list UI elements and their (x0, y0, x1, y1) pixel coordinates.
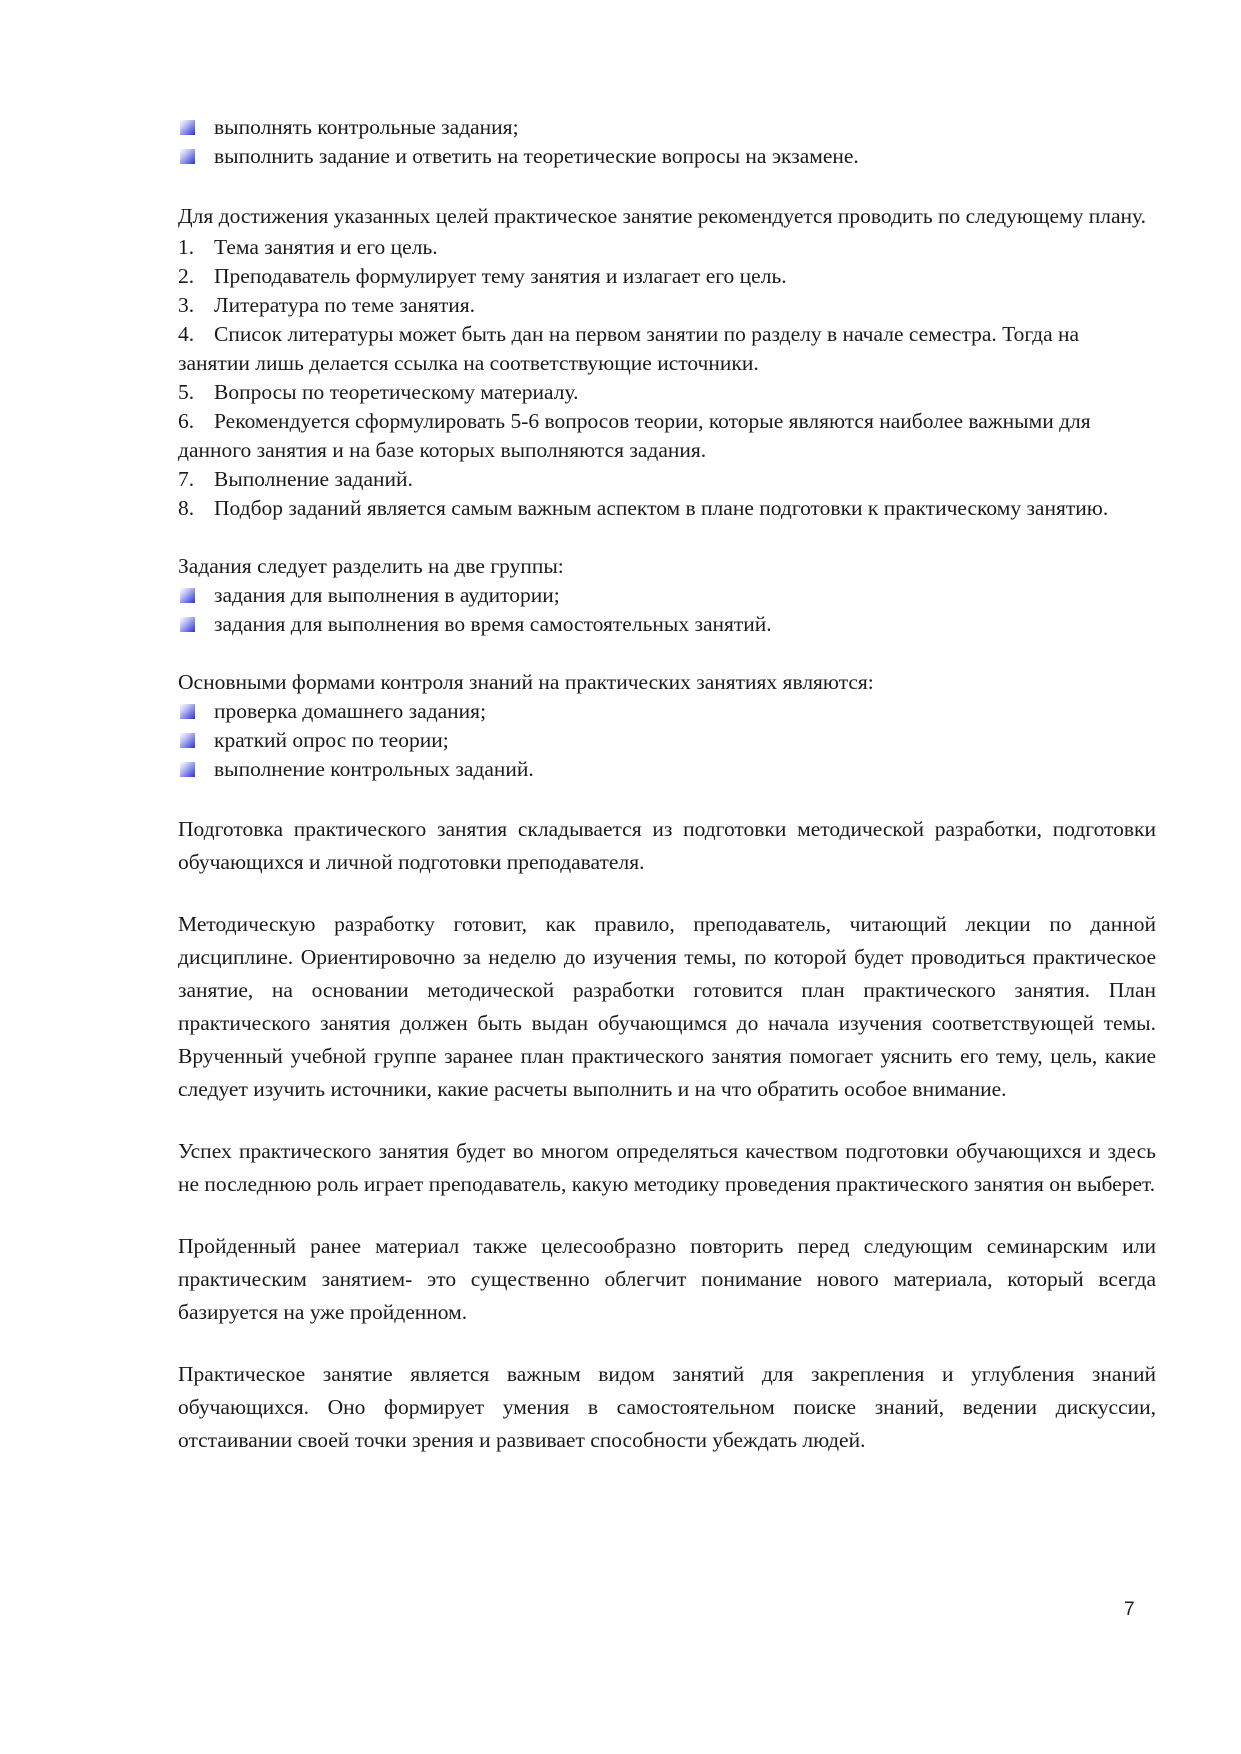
square-bullet-icon (180, 762, 195, 777)
plan-list (178, 233, 1156, 523)
list-item: задания для выполнения в аудитории; (178, 581, 1156, 610)
paragraph-success: Успех практического занятия будет во многом определяться качеством подготовки обучающихся и здесь не последнюю роль играет преподаватель, какую методику проведения практического занятия он выберет. (178, 1139, 1156, 1196)
plan-item: 3. Литература по теме занятия. (178, 293, 475, 317)
plan-item: 6. Рекомендуется сформулировать 5-6 вопросов теории, которые являются наиболее важными для данного занятия и на базе которых выполняются задания. (178, 409, 1091, 462)
paragraph-methodical: Методическую разработку готовит, как правило, преподаватель, читающий лекции по данной дисциплине. Ориентировочно за неделю до изучения темы, по которой будет проводиться практическое занятие, на основании методической разработки готовится план практического занятия. План практического занятия должен быть выдан обучающимся до начала изучения соответствующей темы. Врученный учебной группе заранее план практического занятия помогает уяснить его тему, цель, какие следует изучить источники, какие расчеты выполнить и на что обратить особое внимание. (178, 912, 1156, 1101)
page-number: 7 (1124, 1599, 1135, 1620)
control-intro: Основными формами контроля знаний на практических занятиях являются: (178, 670, 874, 694)
list-item: задания для выполнения во время самостоятельных занятий. (178, 610, 1156, 639)
list-item: выполнить задание и ответить на теоретические вопросы на экзамене. (178, 142, 1156, 171)
list-item: проверка домашнего задания; (178, 697, 1156, 726)
square-bullet-icon (180, 733, 195, 748)
plan-item: 2. Преподаватель формулирует тему занятия и излагает его цель. (178, 264, 787, 288)
square-bullet-icon (180, 120, 195, 135)
plan-item: 8. Подбор заданий является самым важным аспектом в плане подготовки к практическому занятию. (178, 496, 1109, 520)
document-page (178, 113, 1156, 1457)
plan-item: 1. Тема занятия и его цель. (178, 235, 438, 259)
square-bullet-icon (180, 588, 195, 603)
square-bullet-icon (180, 149, 195, 164)
plan-intro: Для достижения указанных целей практическое занятие рекомендуется проводить по следующему плану. (178, 204, 1146, 228)
plan-item: 5. Вопросы по теоретическому материалу. (178, 380, 579, 404)
groups-intro: Задания следует разделить на две группы: (178, 554, 564, 578)
paragraph-importance: Практическое занятие является важным видом занятий для закрепления и углубления знаний обучающихся. Оно формирует умения в самостоятельном поиске знаний, ведении дискуссии, отстаивании своей точки зрения и развивает способности убеждать людей. (178, 1362, 1156, 1452)
control-list (178, 697, 1156, 784)
plan-item: 7. Выполнение заданий. (178, 467, 413, 491)
list-item: краткий опрос по теории; (178, 726, 1156, 755)
paragraph-repeat: Пройденный ранее материал также целесообразно повторить перед следующим семинарским или практическим занятием- это существенно облегчит понимание нового материала, который всегда базируется на уже пройденном. (178, 1234, 1156, 1324)
plan-item: 4. Список литературы может быть дан на первом занятии по разделу в начале семестра. Тогда на занятии лишь делается ссылка на соответствующие источники. (178, 322, 1080, 375)
square-bullet-icon (180, 704, 195, 719)
list-item: выполнять контрольные задания; (178, 113, 1156, 142)
list-item: выполнение контрольных заданий. (178, 755, 1156, 784)
paragraph-preparation: Подготовка практического занятия складывается из подготовки методической разработки, подготовки обучающихся и личной подготовки преподавателя. (178, 817, 1156, 874)
square-bullet-icon (180, 617, 195, 632)
groups-list (178, 581, 1156, 639)
list-top (178, 113, 1156, 171)
